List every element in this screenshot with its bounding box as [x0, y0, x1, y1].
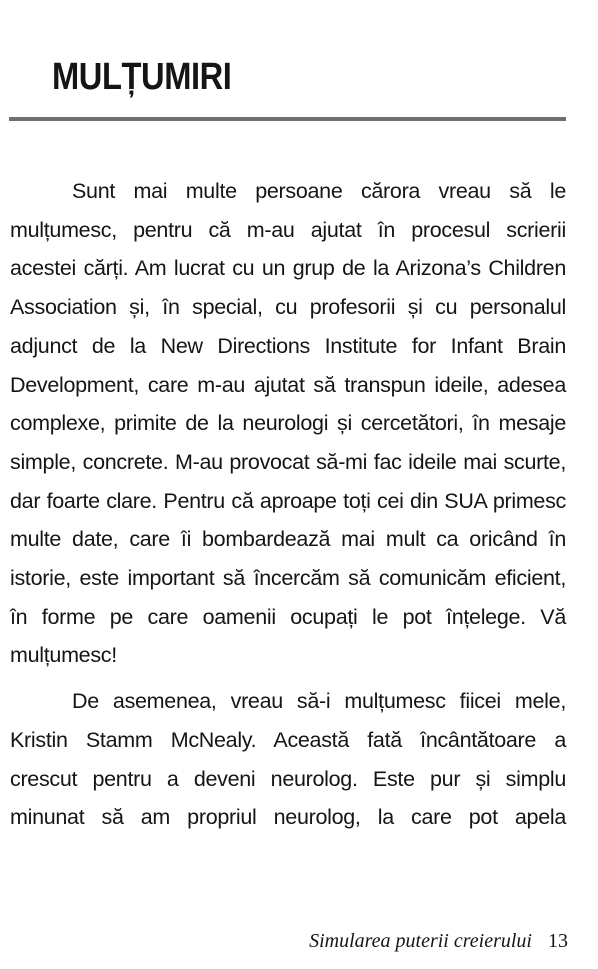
page-number: 13 [548, 930, 568, 952]
page-footer [309, 930, 568, 953]
paragraph-2: De asemenea, vreau să-i mulțumesc fiicei mele, Kristin Stamm McNealy. Această fată încântătoare a crescut pentru a deveni neurolog. Este pur și simplu minunat să am propriul neurolog, la care pot apela [10, 689, 566, 830]
body-text [10, 172, 566, 844]
page-heading: MULȚUMIRI [52, 56, 232, 98]
paragraph-1: Sunt mai multe persoane cărora vreau să le mulțumesc, pentru că m-au ajutat în procesul scrierii acestei cărți. Am lucrat cu un grup de la Arizona’s Children Association și, în special, cu profesorii și cu personalul adjunct de la New Directions Institute for Infant Brain Development, care m-au ajutat să transpun ideile, adesea complexe, primite de la neurologi și cercetători, în mesaje simple, concrete. M-au provocat să-mi fac ideile mai scurte, dar foarte clare. Pentru că aproape toți cei din SUA primesc multe date, care îi bombardează mai mult ca oricând în istorie, este important să încercăm să comunicăm eficient, în forme pe care oamenii ocupați le pot înțelege. Vă mulțumesc! [10, 179, 566, 668]
running-title: Simularea puterii creierului [309, 930, 532, 952]
heading-divider [9, 117, 566, 121]
